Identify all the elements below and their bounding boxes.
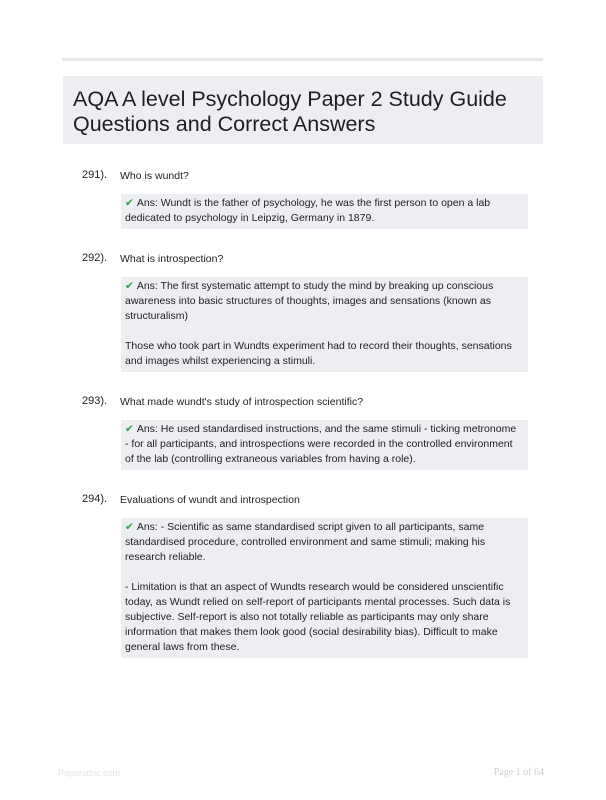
question-text: Evaluations of wundt and introspection — [120, 494, 300, 506]
question-text: What made wundt's study of introspection scientific? — [120, 396, 364, 408]
check-icon: ✔ — [125, 521, 134, 533]
question-number: 293). — [82, 395, 108, 407]
top-divider — [62, 58, 543, 61]
footer-site: Paperstbic.com — [58, 768, 121, 778]
answer-panel — [121, 420, 528, 470]
answer-text: Ans: The first systematic attempt to study the mind by breaking up conscious awareness into basic structures of thoughts, images and sensations (known as structuralism) — [125, 280, 494, 322]
answer-text: Ans: Wundt is the father of psychology, he was the first person to open a lab dedicated to psychology in Leipzig, Germany in 1879. — [125, 197, 491, 224]
answer-text: Ans: He used standardised instructions, and the same stimuli - ticking metronome - for all participants, and introspections were recorded in the controlled environment of the lab (controlling extraneous variables from having a role). — [125, 423, 517, 465]
check-icon: ✔ — [125, 423, 134, 435]
title-banner — [63, 76, 543, 144]
question-number: 291). — [82, 169, 108, 181]
question-number: 294). — [82, 493, 108, 505]
check-icon: ✔ — [125, 197, 134, 209]
question-number: 292). — [82, 252, 108, 264]
answer-text: - Limitation is that an aspect of Wundts research would be considered unscientific today, as Wundt relied on self-report of participants mental processes. Such data is subjective. Self-report is also not totally reliable as participants may only share information that makes them look good (social desirability bias). Difficult to make general laws from these. — [125, 581, 511, 653]
answer-panel — [121, 277, 528, 372]
question-text: What is introspection? — [120, 253, 224, 265]
answer-panel — [121, 194, 528, 229]
answer-panel — [121, 518, 528, 658]
check-icon: ✔ — [125, 280, 134, 292]
question-text: Who is wundt? — [120, 170, 189, 182]
document-title: AQA A level Psychology Paper 2 Study Guide Questions and Correct Answers — [73, 87, 507, 136]
answer-text: Ans: - Scientific as same standardised script given to all participants, same standardised procedure, controlled environment and same stimuli; making his research reliable. — [125, 521, 486, 563]
answer-text: Those who took part in Wundts experiment had to record their thoughts, sensations and images whilst experiencing a stimuli. — [125, 340, 512, 367]
page-number: Page 1 of 64 — [493, 767, 544, 778]
